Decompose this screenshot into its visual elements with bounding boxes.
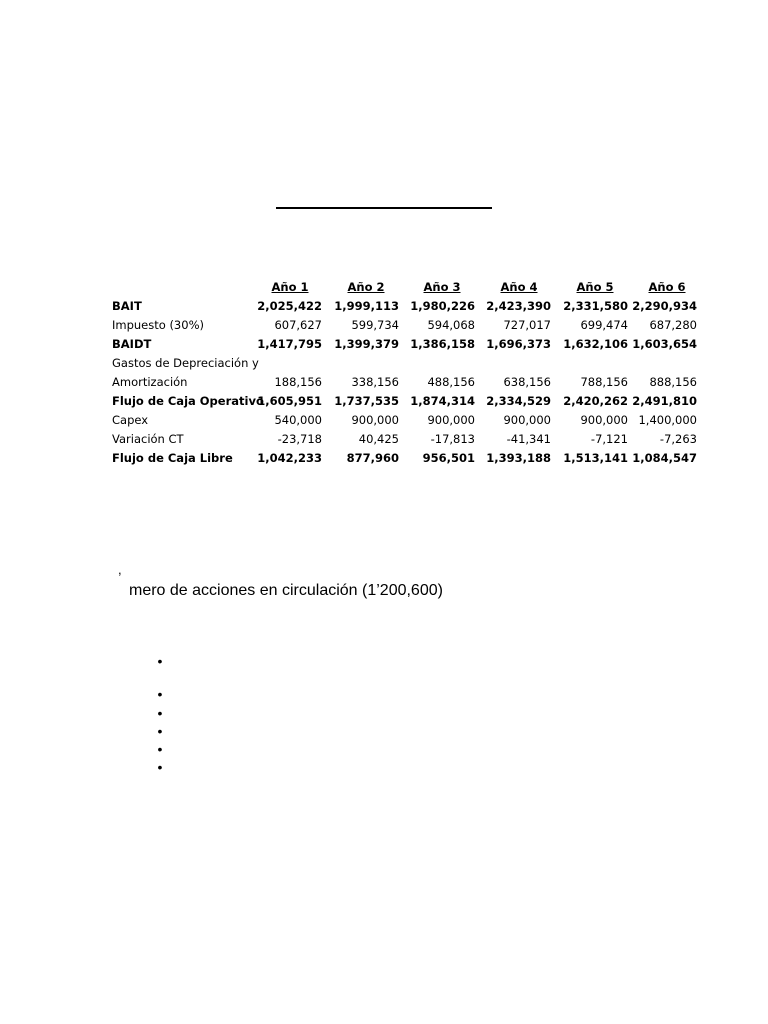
table-cell: 900,000 xyxy=(427,413,475,427)
bullet-point: • xyxy=(157,741,163,757)
table-cell: 788,156 xyxy=(580,375,628,389)
table-cell: 727,017 xyxy=(503,318,551,332)
table-cell: -23,718 xyxy=(277,432,322,446)
table-cell: 607,627 xyxy=(274,318,322,332)
table-cell: 900,000 xyxy=(580,413,628,427)
table-cell: 188,156 xyxy=(274,375,322,389)
row-label: BAIDT xyxy=(112,337,152,351)
header-year-6: Año 6 xyxy=(648,280,686,294)
table-cell: 956,501 xyxy=(422,451,475,465)
table-cell: 2,420,262 xyxy=(563,394,628,408)
header-year-2: Año 2 xyxy=(347,280,385,294)
table-cell: 338,156 xyxy=(351,375,399,389)
table-cell: 1,393,188 xyxy=(486,451,551,465)
table-cell: -7,263 xyxy=(659,432,697,446)
table-cell: 1,400,000 xyxy=(638,413,697,427)
row-label: BAIT xyxy=(112,299,142,313)
table-cell: 599,734 xyxy=(351,318,399,332)
table-cell: 1,084,547 xyxy=(632,451,697,465)
table-cell: 900,000 xyxy=(503,413,551,427)
bullet-point: • xyxy=(157,653,163,669)
bullet-point: • xyxy=(157,723,163,739)
table-cell: 1,696,373 xyxy=(486,337,551,351)
table-cell: 888,156 xyxy=(649,375,697,389)
row-label: Variación CT xyxy=(112,432,184,446)
row-label: Amortización xyxy=(112,375,188,389)
bullet-point: • xyxy=(157,686,163,702)
table-cell: 488,156 xyxy=(427,375,475,389)
header-year-5: Año 5 xyxy=(576,280,614,294)
row-label: Capex xyxy=(112,413,149,427)
table-cell: 1,632,106 xyxy=(563,337,628,351)
header-year-1: Año 1 xyxy=(271,280,309,294)
table-cell: 638,156 xyxy=(503,375,551,389)
shares-outstanding-text: mero de acciones en circulación (1’200,600) xyxy=(129,582,443,599)
table-cell: 2,334,529 xyxy=(486,394,551,408)
table-cell: 699,474 xyxy=(580,318,628,332)
table-cell: 1,417,795 xyxy=(257,337,322,351)
table-cell: 1,737,535 xyxy=(334,394,399,408)
row-label: Impuesto (30%) xyxy=(112,318,204,332)
table-cell: 1,386,158 xyxy=(410,337,475,351)
title-underline xyxy=(276,207,492,209)
table-cell: 877,960 xyxy=(346,451,399,465)
table-cell: 2,025,422 xyxy=(257,299,322,313)
table-cell: 2,491,810 xyxy=(632,394,697,408)
table-cell: -17,813 xyxy=(430,432,475,446)
table-cell: 1,399,379 xyxy=(334,337,399,351)
table-cell: 1,042,233 xyxy=(257,451,322,465)
table-cell: 40,425 xyxy=(358,432,399,446)
table-cell: 1,603,654 xyxy=(632,337,697,351)
row-label: Flujo de Caja Libre xyxy=(112,451,233,465)
table-cell: -41,341 xyxy=(506,432,551,446)
bullet-point: • xyxy=(157,759,163,775)
table-cell: 1,513,141 xyxy=(563,451,628,465)
bullet-point: • xyxy=(157,705,163,721)
table-cell: 594,068 xyxy=(427,318,475,332)
table-cell: 2,331,580 xyxy=(563,299,628,313)
table-cell: 687,280 xyxy=(649,318,697,332)
stray-comma: , xyxy=(118,562,122,577)
table-cell: 1,605,951 xyxy=(257,394,322,408)
row-label: Flujo de Caja Operativo xyxy=(112,394,264,408)
table-cell: 1,999,113 xyxy=(334,299,399,313)
table-cell: 2,290,934 xyxy=(632,299,697,313)
table-cell: 540,000 xyxy=(274,413,322,427)
row-label: Gastos de Depreciación y xyxy=(112,356,259,370)
table-cell: 2,423,390 xyxy=(486,299,551,313)
table-cell: -7,121 xyxy=(590,432,628,446)
table-cell: 1,980,226 xyxy=(410,299,475,313)
header-year-4: Año 4 xyxy=(500,280,538,294)
table-cell: 900,000 xyxy=(351,413,399,427)
header-year-3: Año 3 xyxy=(423,280,461,294)
table-cell: 1,874,314 xyxy=(410,394,475,408)
